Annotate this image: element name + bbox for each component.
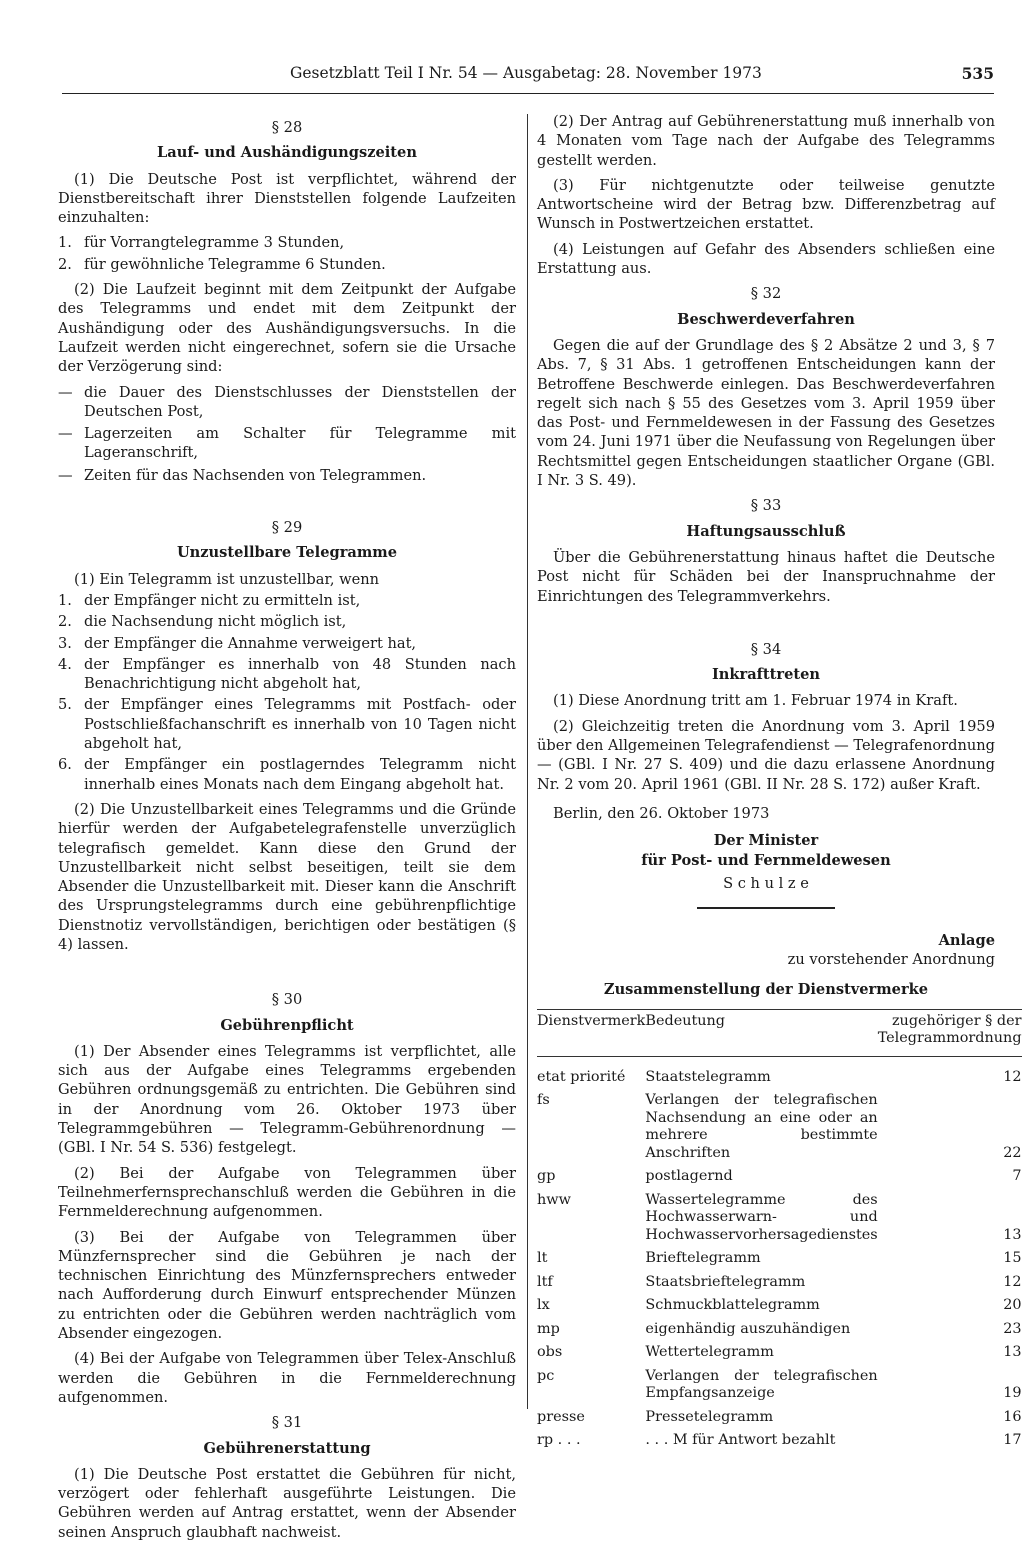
table-cell-section: 13 <box>1003 1226 1022 1243</box>
dash-item: — die Dauer des Dienstschlusses der Dienststellen der Deutschen Post, <box>58 383 516 420</box>
paragraph: (1) Ein Telegramm ist unzustellbar, wenn <box>74 570 380 588</box>
section-number-34: § 34 <box>750 640 782 658</box>
right-column <box>537 112 1022 1453</box>
section-number-33: § 33 <box>750 497 782 515</box>
paragraph: (2) Die Unzustellbarkeit eines Telegramms und die Gründe hierfür werden der Aufgabetelegrafenstelle unverzüglich telegrafisch gemeldet. Kann diese den Grund der Unzustellbarkeit nicht selbst beseitigen, teilt sie dem Absender die Unzustellbarkeit mit. Dieser kann die Anschrift des Ursprungstelegramms durch eine gebührenpflichtige Dienstnotiz vervollständigen, berichtigen oder bestätigen (§ 4) lassen. <box>58 800 516 953</box>
paragraph: Gegen die auf der Grundlage des § 2 Absätze 2 und 3, § 7 Abs. 7, § 31 Abs. 1 getroffenen Entscheidungen kann der Betroffene Beschwerde einlegen. Das Beschwerdeverfahren regelt sich nach § 55 des Gesetzes vom 3. April 1959 über das Post- und Fernmeldewesen in der Fassung des Gesetzes vom 24. Juni 1971 über die Neufassung von Regelungen über Rechtsmittel gegen Entscheidungen staatlicher Organe (GBl. I Nr. 3 S. 49). <box>537 336 995 490</box>
section-number-28: § 28 <box>271 119 303 136</box>
paragraph: (2) Der Antrag auf Gebührenerstattung muß innerhalb von 4 Monaten vom Tage nach der Aufgabe des Telegramms gestellt werden. <box>537 113 995 169</box>
column-divider <box>527 114 528 1409</box>
left-column <box>58 112 516 1548</box>
list-item: 3. der Empfänger die Annahme verweigert hat, <box>58 634 417 652</box>
section-title-28: Lauf- und Aushändigungszeiten <box>157 144 417 162</box>
place-date: Berlin, den 26. Oktober 1973 <box>553 804 770 822</box>
table-cell-section: 16 <box>1003 1408 1022 1425</box>
dash-item: — Zeiten für das Nachsenden von Telegrammen. <box>58 466 427 484</box>
table-cell-section: 15 <box>1003 1250 1022 1267</box>
table-cell-code: mp <box>537 1320 560 1337</box>
section-number-32: § 32 <box>750 285 782 303</box>
table-header-row <box>537 1009 1022 1056</box>
table-cell-code: presse <box>537 1408 585 1425</box>
list-item: 5. der Empfänger eines Telegramms mit Postfach- oder Postschließfachanschrift es innerhalb von 10 Tagen nicht abgeholt hat, <box>58 696 516 753</box>
table-row <box>537 1429 1022 1453</box>
paragraph: (3) Bei der Aufgabe von Telegrammen über Münzfernsprecher sind die Gebühren je nach der technischen Einrichtung des Münzfernsprechers entweder nach Aufforderung durch Einwurf entsprechender Münzen zu entrichten oder die Gebühren werden nachträglich vom Absender eingezogen. <box>58 1228 516 1343</box>
table-cell-meaning: eigenhändig auszuhändigen <box>645 1320 851 1337</box>
table-cell-code: lt <box>537 1250 548 1267</box>
table-cell-code: hww <box>537 1191 571 1208</box>
table-cell-section: 12 <box>1003 1273 1022 1290</box>
paragraph: (4) Leistungen auf Gefahr des Absenders schließen eine Erstattung aus. <box>537 240 995 278</box>
signature-name: S c h u l z e <box>723 874 809 892</box>
page-number: 535 <box>961 64 994 83</box>
list-item: 1. der Empfänger nicht zu ermitteln ist, <box>58 591 361 609</box>
table-cell-meaning: Staatsbrieftelegramm <box>645 1273 806 1290</box>
table-cell-code: etat priorité <box>537 1068 626 1085</box>
section-title-33: Haftungsausschluß <box>686 522 846 540</box>
dash-item: — Lagerzeiten am Schalter für Telegramme mit Lageranschrift, <box>58 425 516 462</box>
list-item: 1. für Vorrangtelegramme 3 Stunden, <box>58 234 345 252</box>
paragraph: (3) Für nichtgenutzte oder teilweise genutzte Antwortscheine wird der Betrag bzw. Differenzbetrag auf Wunsch in Postwertzeichen erstattet. <box>537 176 995 233</box>
table-cell-section: 22 <box>1003 1144 1022 1161</box>
table-cell-meaning: Wettertelegramm <box>645 1344 774 1361</box>
table-cell-code: gp <box>537 1168 556 1185</box>
paragraph: Über die Gebührenerstattung hinaus haftet die Deutsche Post nicht für Schäden bei der Inanspruchnahme der Einrichtungen des Telegrammverkehrs. <box>537 548 995 605</box>
table-cell-section: 12 <box>1003 1068 1022 1085</box>
table-cell-section: 23 <box>1003 1320 1022 1337</box>
service-notes-table <box>537 1009 1022 1453</box>
table-row <box>537 1318 1022 1342</box>
table-cell-code: lx <box>537 1297 550 1314</box>
table-cell-meaning: Staatstelegramm <box>645 1068 771 1085</box>
table-cell-section: 20 <box>1003 1297 1022 1314</box>
section-title-34: Inkrafttreten <box>711 666 821 684</box>
table-cell-section: 17 <box>1003 1432 1022 1449</box>
header-title: Gesetzblatt Teil I Nr. 54 — Ausgabetag: 28. November 1973 <box>290 64 762 82</box>
paragraph: (4) Bei der Aufgabe von Telegrammen über Telex-Anschluß werden die Gebühren in die Fernmelderechnung aufgenommen. <box>58 1350 516 1406</box>
table-row <box>537 1189 1022 1248</box>
annex-subtitle: zu vorstehender Anordnung <box>787 951 995 969</box>
table-cell-code: obs <box>537 1344 563 1361</box>
table-row <box>537 1056 1022 1089</box>
section-title-29: Unzustellbare Telegramme <box>176 544 398 562</box>
list-item: 2. für gewöhnliche Telegramme 6 Stunden. <box>58 255 386 273</box>
section-number-31: § 31 <box>271 1414 303 1432</box>
section-title-30: Gebührenpflicht <box>220 1016 354 1034</box>
table-cell-meaning: Pressetelegramm <box>645 1408 774 1425</box>
page-header <box>62 64 994 92</box>
table-cell-meaning: Wassertelegramme des Hochwasserwarn- und Hochwasservorhersagedienstes <box>645 1191 878 1243</box>
paragraph: (1) Diese Anordnung tritt am 1. Februar 1974 in Kraft. <box>553 692 958 710</box>
table-cell-code: rp . . . <box>537 1432 581 1449</box>
table-cell-meaning: postlagernd <box>645 1168 733 1185</box>
list-item: 4. der Empfänger es innerhalb von 48 Stunden nach Benachrichtigung nicht abgeholt hat, <box>58 655 516 693</box>
table-row <box>537 1294 1022 1318</box>
list-item: 2. die Nachsendung nicht möglich ist, <box>58 613 347 631</box>
table-cell-section: 7 <box>1012 1168 1022 1185</box>
table-cell-code: fs <box>537 1092 550 1109</box>
table-cell-meaning: Brieftelegramm <box>645 1250 761 1267</box>
table-row <box>537 1165 1022 1189</box>
table-row <box>537 1247 1022 1271</box>
column-header: Bedeutung <box>645 1009 877 1056</box>
signature-title: Der Minister <box>713 832 819 850</box>
signature-rule <box>697 907 835 909</box>
table-row <box>537 1089 1022 1165</box>
signature-ministry: für Post- und Fernmeldewesen <box>641 851 891 869</box>
header-rule <box>62 93 994 94</box>
table-cell-meaning: . . . M für Antwort bezahlt <box>645 1432 836 1449</box>
paragraph: (1) Die Deutsche Post erstattet die Gebühren für nicht, verzögert oder fehlerhaft ausgeführte Leistungen. Die Gebühren werden auf Antrag erstattet, wenn der Absender seinen Anspruch glaubhaft nachweist. <box>58 1465 516 1541</box>
section-number-30: § 30 <box>271 991 303 1009</box>
paragraph: (1) Die Deutsche Post ist verpflichtet, während der Dienstbereitschaft ihrer Dienststellen folgende Laufzeiten einzuhalten: <box>58 170 516 227</box>
table-row <box>537 1365 1022 1406</box>
table-cell-section: 13 <box>1003 1344 1022 1361</box>
column-header: zugehöriger § der Telegrammordnung <box>878 1009 1022 1056</box>
paragraph: (1) Der Absender eines Telegramms ist verpflichtet, alle sich aus der Aufgabe eines Telegramms ergebenden Gebühren ordnungsgemäß zu entrichten. Die Gebühren sind in der Anordnung vom 26. Oktober 1973 über Telegrammgebühren — Telegramm-Gebührenordnung — (GBl. I Nr. 54 S. 536) festgelegt. <box>58 1042 516 1157</box>
section-number-29: § 29 <box>271 519 303 537</box>
column-header: Dienstvermerk <box>537 1009 645 1056</box>
table-row <box>537 1271 1022 1295</box>
paragraph: (2) Die Laufzeit beginnt mit dem Zeitpunkt der Aufgabe des Telegramms und endet mit dem Zeitpunkt der Aushändigung oder des Aushändigungsversuchs. In die Laufzeit werden nicht eingerechnet, sofern sie die Ursache der Verzögerung sind: <box>58 281 516 376</box>
list-item: 6. der Empfänger ein postlagerndes Telegramm nicht innerhalb eines Monats nach dem Eingang abgeholt hat. <box>58 756 516 793</box>
table-row <box>537 1341 1022 1365</box>
table-row <box>537 1406 1022 1430</box>
section-title-31: Gebührenerstattung <box>203 1439 371 1457</box>
table-cell-code: pc <box>537 1367 555 1384</box>
table-cell-meaning: Verlangen der telegrafischen Nachsendung an eine oder an mehrere bestimmte Anschriften <box>645 1092 878 1161</box>
table-cell-code: ltf <box>537 1273 553 1290</box>
table-title: Zusammenstellung der Dienstvermerke <box>603 980 929 998</box>
table-cell-meaning: Verlangen der telegrafischen Empfangsanzeige <box>645 1367 878 1402</box>
paragraph: (2) Bei der Aufgabe von Telegrammen über Teilnehmerfernsprechanschluß werden die Gebühren in die Fernmelderechnung aufgenommen. <box>58 1164 516 1221</box>
table-cell-meaning: Schmuckblattelegramm <box>645 1297 820 1314</box>
annex-label: Anlage <box>938 932 995 950</box>
table-cell-section: 19 <box>1003 1385 1022 1402</box>
paragraph: (2) Gleichzeitig treten die Anordnung vom 3. April 1959 über den Allgemeinen Telegrafendienst — Telegrafenordnung — (GBl. I Nr. 27 S. 409) und die dazu erlassene Anordnung Nr. 2 vom 20. April 1961 (GBl. II Nr. 28 S. 172) außer Kraft. <box>537 717 995 793</box>
section-title-32: Beschwerdeverfahren <box>677 310 855 328</box>
